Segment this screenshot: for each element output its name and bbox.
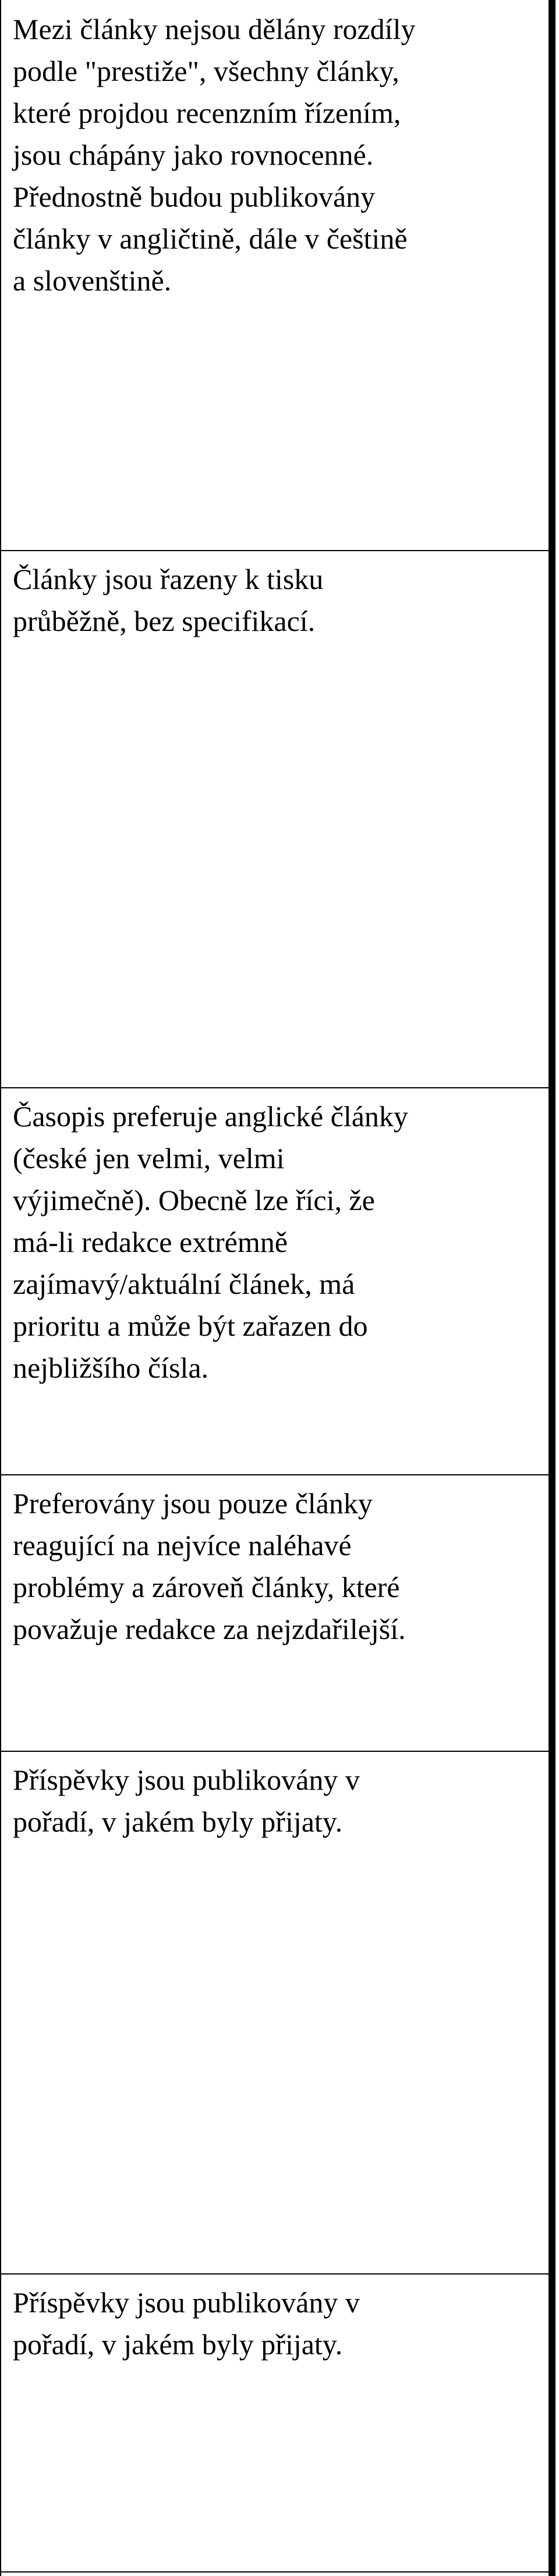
text-line: Mezi články nejsou dělány rozdíly <box>13 13 416 45</box>
text-line: pořadí, v jakém byly přijaty. <box>13 2328 343 2361</box>
text-line: má-li redakce extrémně <box>13 1226 288 1258</box>
text-line: Příspěvky jsou publikovány v <box>13 1764 360 1796</box>
cell-text <box>13 8 536 301</box>
table-bottom-border <box>0 2571 549 2573</box>
text-line: Preferovány jsou pouze články <box>13 1487 373 1520</box>
table-cell <box>0 0 549 550</box>
text-line: výjimečně). Obecně lze říci, že <box>13 1184 375 1216</box>
text-line: prioritu a může být zařazen do <box>13 1310 368 1342</box>
cell-text <box>13 558 536 642</box>
text-line: které projdou recenzním řízením, <box>13 97 401 129</box>
text-line: Příspěvky jsou publikovány v <box>13 2286 360 2319</box>
table-cell <box>0 1087 549 1474</box>
text-line: Časopis preferuje anglické články <box>13 1100 408 1133</box>
text-line: zajímavý/aktuální článek, má <box>13 1268 355 1300</box>
text-line: Články jsou řazeny k tisku <box>13 563 324 595</box>
cell-text <box>13 1759 536 1843</box>
table-shadow <box>550 0 556 2576</box>
table-cell <box>0 2273 549 2576</box>
text-line: nejbližšího čísla. <box>13 1351 209 1384</box>
text-line: (české jen velmi, velmi <box>13 1142 285 1175</box>
cell-text <box>13 1482 536 1650</box>
text-line: reagující na nejvíce naléhavé <box>13 1529 352 1562</box>
text-line: články v angličtině, dále v češtině <box>13 222 408 255</box>
text-line: průběžně, bez specifikací. <box>13 605 316 637</box>
cell-text <box>13 1095 536 1389</box>
table-cell <box>0 1751 549 2273</box>
text-line: považuje redakce za nejzdařilejší. <box>13 1613 406 1645</box>
text-line: jsou chápány jako rovnocenné. <box>13 139 374 171</box>
text-line: pořadí, v jakém byly přijaty. <box>13 1805 343 1838</box>
table-cell <box>0 1474 549 1751</box>
text-line: a slovenštině. <box>13 264 172 297</box>
text-line: problémy a zároveň články, které <box>13 1571 400 1603</box>
cell-text <box>13 2282 536 2365</box>
text-line: podle "prestiže", všechny články, <box>13 55 399 87</box>
text-line: Přednostně budou publikovány <box>13 180 376 213</box>
table-cell <box>0 550 549 1087</box>
